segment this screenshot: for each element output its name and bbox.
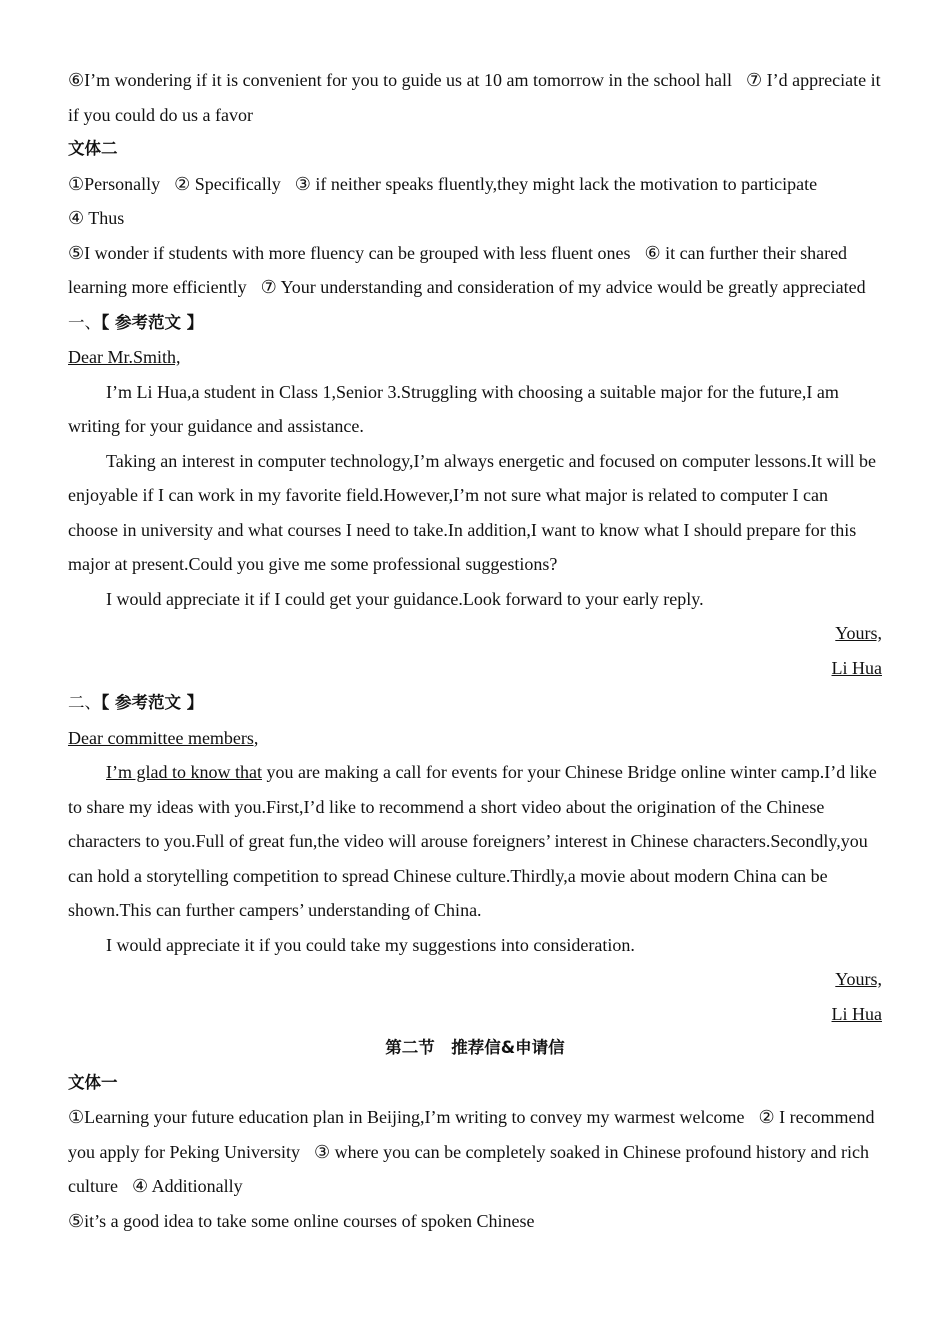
- answer-line-1-4: [68, 1100, 882, 1204]
- style1-heading: 文体一: [68, 1072, 118, 1092]
- answer-3: ③ if neither speaks fluently,they might lack the motivation to participate: [294, 173, 818, 194]
- answer-3: ③ where you can be completely soaked in Chinese profound history and rich culture: [68, 1141, 869, 1196]
- section-title: 第二节 推荐信&申请信: [385, 1038, 565, 1057]
- letter2-paragraph: I’m glad to know that you are making a call for events for your Chinese Bridge online winter camp.I’d like to share my ideas with you.First,I’d like to recommend a short video about the origination of the Chinese characters to you.Full of great fun,the video will arouse foreigners’ interest in Chinese characters.Secondly,you can hold a storytelling competition to spread Chinese culture.Thirdly,a movie about modern China can be shown.This can further campers’ understanding of China.: [68, 762, 877, 920]
- letter1-paragraph: Taking an interest in computer technology,I’m always energetic and focused on computer lessons.It will be enjoyable if I can work in my favorite field.However,I’m not sure what major is related to computer I can choose in university and what courses I need to take.In addition,I want to know what I should prepare for this major at present.Could you give me some professional suggestions?: [68, 450, 877, 574]
- answer-6: ⑥ it can further their shared learning more efficiently: [68, 242, 848, 297]
- answer-2: ② I recommend you apply for Peking University: [68, 1107, 875, 1162]
- letter1-closing: Yours,: [835, 623, 882, 643]
- answer-line-6-7: [68, 63, 882, 132]
- document-page: [68, 63, 882, 1238]
- letter1-paragraph: I’m Li Hua,a student in Class 1,Senior 3.Struggling with choosing a suitable major for the future,I am writing for your guidance and assistance.: [68, 381, 839, 436]
- answer-4: ④ Additionally: [131, 1176, 243, 1196]
- reference-essay-1-heading: 一、【 参考范文 】: [68, 312, 204, 332]
- answer-5: ⑤I wonder if students with more fluency can be grouped with less fluent ones: [68, 242, 631, 263]
- answer-7: ⑦ Your understanding and consideration of my advice would be greatly appreciated: [260, 277, 866, 297]
- letter2-salutation: Dear committee members,: [68, 727, 259, 748]
- letter2-signature: Li Hua: [831, 1003, 882, 1024]
- answer-1: ①Personally: [68, 173, 161, 194]
- style2-heading: 文体二: [68, 139, 118, 158]
- answer-line-1-3: [68, 167, 882, 202]
- answer-2: ② Specifically: [174, 173, 281, 194]
- answer-4: ④ Thus: [68, 208, 125, 228]
- answer-7: ⑦ I’d appreciate it if you could do us a favor: [68, 70, 881, 125]
- letter2-closing: Yours,: [835, 969, 882, 989]
- letter1-paragraph: I would appreciate it if I could get your guidance.Look forward to your early reply.: [106, 588, 704, 609]
- letter1-signature: Li Hua: [831, 657, 882, 678]
- letter2-paragraph: I would appreciate it if you could take my suggestions into consideration.: [106, 934, 635, 955]
- answer-5: ⑤it’s a good idea to take some online courses of spoken Chinese: [68, 1210, 535, 1231]
- answer-1: ①Learning your future education plan in Beijing,I’m writing to convey my warmest welcome: [68, 1107, 745, 1127]
- answer-line-5-7: [68, 236, 882, 305]
- answer-6: ⑥I’m wondering if it is convenient for you to guide us at 10 am tomorrow in the school hall: [68, 70, 733, 90]
- reference-essay-2-heading: 二、【 参考范文 】: [68, 693, 204, 712]
- letter1-salutation: Dear Mr.Smith,: [68, 347, 181, 367]
